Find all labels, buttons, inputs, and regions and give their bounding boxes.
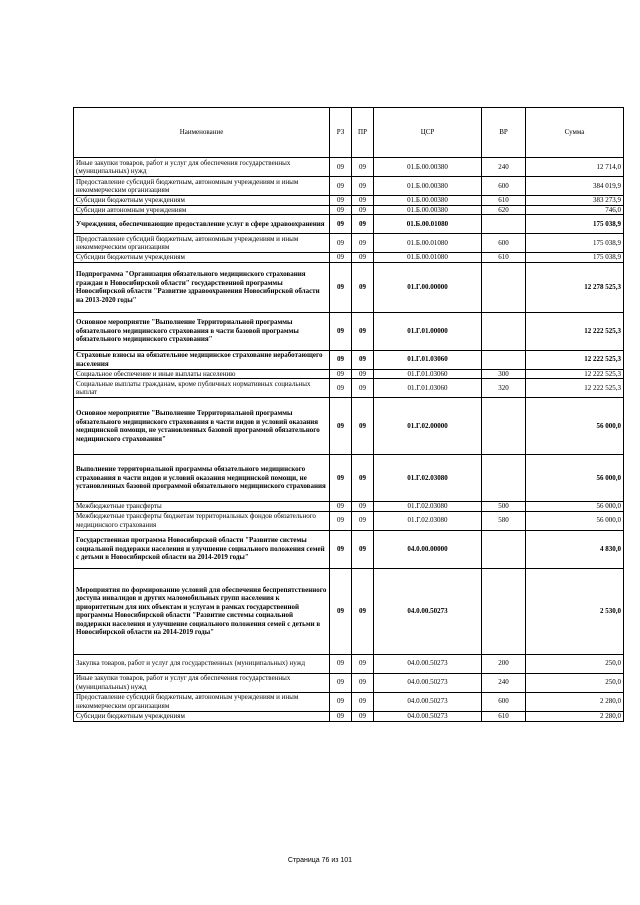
row-name: Государственная программа Новосибирской области "Развитие системы социальной поддержки населения и улучшение социального положения семей с детьми в Новосибирской области на 2014-2019 годы" [74,530,330,568]
row-rz: 09 [330,262,352,312]
row-rz: 09 [330,369,352,379]
row-sum: 384 019,9 [526,177,624,196]
row-vr [482,530,526,568]
row-vr: 500 [482,502,526,512]
row-vr [482,455,526,502]
row-vr: 610 [482,196,526,206]
row-vr [482,262,526,312]
row-name: Учреждения, обеспечивающие предоставление услуг в сфере здравоохранения [74,215,330,234]
row-vr: 300 [482,369,526,379]
header-pr: ПР [352,108,374,158]
table-row [74,379,624,398]
header-rz: РЗ [330,108,352,158]
row-csr: 01.Б.00.00380 [374,158,482,177]
row-rz: 09 [330,511,352,530]
row-sum: 12 222 525,3 [526,350,624,369]
row-csr: 04.0.00.50273 [374,692,482,711]
row-sum: 250,0 [526,654,624,673]
row-pr: 09 [352,692,374,711]
row-vr: 600 [482,692,526,711]
row-rz: 09 [330,654,352,673]
row-pr: 09 [352,511,374,530]
row-name: Подпрограмма "Организация обязательного медицинского страхования граждан в Новосибирской области" государственной программы Новосибирской области "Развитие здравоохранения Новосибирской области на 2013-2020 годы" [74,262,330,312]
row-name: Социальные выплаты гражданам, кроме публичных нормативных социальных выплат [74,379,330,398]
row-vr: 610 [482,711,526,721]
row-sum: 56 000,0 [526,455,624,502]
row-csr: 01.Г.01.03060 [374,369,482,379]
row-sum: 12 222 525,3 [526,369,624,379]
header-name: Наименование [74,108,330,158]
row-vr [482,215,526,234]
table-row [74,234,624,253]
table-row [74,654,624,673]
page-footer: Страница 76 из 101 [287,857,353,864]
row-vr [482,312,526,350]
row-name: Основное мероприятие "Выполнение Территориальной программы обязательного медицинского страхования в части видов и условий оказания медицинской помощи, не установленных базовой программой обязательного медицинского страхования" [74,398,330,455]
row-vr: 600 [482,234,526,253]
row-name: Страховые взносы на обязательное медицинское страхование неработающего населения [74,350,330,369]
table-row [74,177,624,196]
row-name: Социальное обеспечение и иные выплаты населению [74,369,330,379]
row-sum: 175 038,9 [526,253,624,263]
table-row [74,692,624,711]
row-csr: 04.0.00.50273 [374,568,482,654]
row-pr: 09 [352,312,374,350]
row-csr: 01.Г.02.03080 [374,511,482,530]
row-name: Предоставление субсидий бюджетным, автономным учреждениям и иным некоммерческим организациям [74,177,330,196]
row-vr [482,398,526,455]
header-row [74,108,624,158]
row-rz: 09 [330,398,352,455]
row-csr: 01.Г.01.00000 [374,312,482,350]
row-pr: 09 [352,369,374,379]
row-vr: 580 [482,511,526,530]
row-csr: 01.Б.00.00380 [374,196,482,206]
table-row [74,205,624,215]
row-sum: 12 222 525,3 [526,379,624,398]
row-name: Предоставление субсидий бюджетным, автономным учреждениям и иным некоммерческим организациям [74,692,330,711]
row-name: Иные закупки товаров, работ и услуг для обеспечения государственных (муниципальных) нужд [74,673,330,692]
row-pr: 09 [352,262,374,312]
row-pr: 09 [352,673,374,692]
row-pr: 09 [352,158,374,177]
row-pr: 09 [352,177,374,196]
table-row [74,568,624,654]
row-sum: 56 000,0 [526,511,624,530]
row-sum: 56 000,0 [526,502,624,512]
budget-table [73,107,624,722]
row-pr: 09 [352,234,374,253]
row-name: Основное мероприятие "Выполнение Территориальной программы обязательного медицинского страхования в части базовой программы обязательного медицинского страхования" [74,312,330,350]
table-row [74,196,624,206]
row-name: Межбюджетные трансферты [74,502,330,512]
table-row [74,312,624,350]
row-vr: 600 [482,177,526,196]
row-rz: 09 [330,455,352,502]
row-name: Субсидии автономным учреждениям [74,205,330,215]
row-rz: 09 [330,253,352,263]
table-row [74,398,624,455]
row-rz: 09 [330,158,352,177]
row-rz: 09 [330,196,352,206]
row-sum: 2 530,0 [526,568,624,654]
row-name: Выполнение территориальной программы обязательного медицинского страхования в части видов и условий оказания медицинской помощи, не установленных базовой программой обязательного медицинского страхования [74,455,330,502]
row-rz: 09 [330,177,352,196]
row-pr: 09 [352,205,374,215]
row-rz: 09 [330,379,352,398]
row-csr: 04.0.00.50273 [374,654,482,673]
row-rz: 09 [330,530,352,568]
row-vr: 240 [482,158,526,177]
table-row [74,511,624,530]
row-pr: 09 [352,196,374,206]
row-csr: 01.Г.00.00000 [374,262,482,312]
header-sum: Сумма [526,108,624,158]
row-csr: 01.Б.00.00380 [374,205,482,215]
row-sum: 250,0 [526,673,624,692]
row-vr [482,568,526,654]
row-sum: 175 038,9 [526,234,624,253]
row-sum: 56 000,0 [526,398,624,455]
row-rz: 09 [330,502,352,512]
row-pr: 09 [352,502,374,512]
row-pr: 09 [352,711,374,721]
row-rz: 09 [330,234,352,253]
header-csr: ЦСР [374,108,482,158]
row-csr: 01.Г.02.03080 [374,455,482,502]
row-rz: 09 [330,568,352,654]
row-sum: 175 038,9 [526,215,624,234]
table-row [74,253,624,263]
table-row [74,673,624,692]
row-vr: 620 [482,205,526,215]
row-sum: 383 273,9 [526,196,624,206]
table-row [74,158,624,177]
row-rz: 09 [330,312,352,350]
table-row [74,262,624,312]
row-csr: 01.Г.02.03080 [374,502,482,512]
row-rz: 09 [330,711,352,721]
row-name: Предоставление субсидий бюджетным, автономным учреждениям и иным некоммерческим организациям [74,234,330,253]
row-pr: 09 [352,379,374,398]
row-name: Субсидии бюджетным учреждениям [74,196,330,206]
row-name: Межбюджетные трансферты бюджетам территориальных фондов обязательного медицинского страхования [74,511,330,530]
row-vr [482,350,526,369]
table-row [74,455,624,502]
row-pr: 09 [352,530,374,568]
table-row [74,711,624,721]
row-pr: 09 [352,654,374,673]
row-vr: 240 [482,673,526,692]
row-csr: 01.Г.02.00000 [374,398,482,455]
row-rz: 09 [330,673,352,692]
row-csr: 01.Г.01.03060 [374,350,482,369]
row-name: Закупка товаров, работ и услуг для государственных (муниципальных) нужд [74,654,330,673]
table-row [74,530,624,568]
row-pr: 09 [352,215,374,234]
row-sum: 2 280,0 [526,692,624,711]
row-rz: 09 [330,205,352,215]
row-sum: 12 278 525,3 [526,262,624,312]
row-csr: 01.Б.00.01080 [374,215,482,234]
row-name: Субсидии бюджетным учреждениям [74,711,330,721]
row-name: Мероприятия по формированию условий для обеспечения беспрепятственного доступа инвалидов и других маломобильных групп населения к приоритетным для них объектам и услугам в рамках государственной программы Новосибирской области "Развитие системы социальной поддержки населения и улучшение социального положения семей с детьми в Новосибирской области на 2014-2019 годы" [74,568,330,654]
row-rz: 09 [330,215,352,234]
table-row [74,502,624,512]
row-sum: 2 280,0 [526,711,624,721]
row-name: Субсидии бюджетным учреждениям [74,253,330,263]
row-csr: 04.0.00.50273 [374,673,482,692]
row-pr: 09 [352,455,374,502]
row-vr: 200 [482,654,526,673]
row-pr: 09 [352,350,374,369]
row-csr: 01.Б.00.00380 [374,177,482,196]
table-row [74,215,624,234]
row-pr: 09 [352,253,374,263]
row-csr: 01.Б.00.01080 [374,253,482,263]
row-rz: 09 [330,350,352,369]
row-csr: 04.0.00.00000 [374,530,482,568]
row-csr: 01.Г.01.03060 [374,379,482,398]
row-csr: 01.Б.00.01080 [374,234,482,253]
row-vr: 320 [482,379,526,398]
row-sum: 746,0 [526,205,624,215]
row-vr: 610 [482,253,526,263]
budget-table-sheet [73,107,623,722]
table-row [74,350,624,369]
row-sum: 4 830,0 [526,530,624,568]
row-pr: 09 [352,398,374,455]
table-row [74,369,624,379]
row-sum: 12 714,0 [526,158,624,177]
row-rz: 09 [330,692,352,711]
header-vr: ВР [482,108,526,158]
row-pr: 09 [352,568,374,654]
row-csr: 04.0.00.50273 [374,711,482,721]
row-name: Иные закупки товаров, работ и услуг для обеспечения государственных (муниципальных) нужд [74,158,330,177]
row-sum: 12 222 525,3 [526,312,624,350]
